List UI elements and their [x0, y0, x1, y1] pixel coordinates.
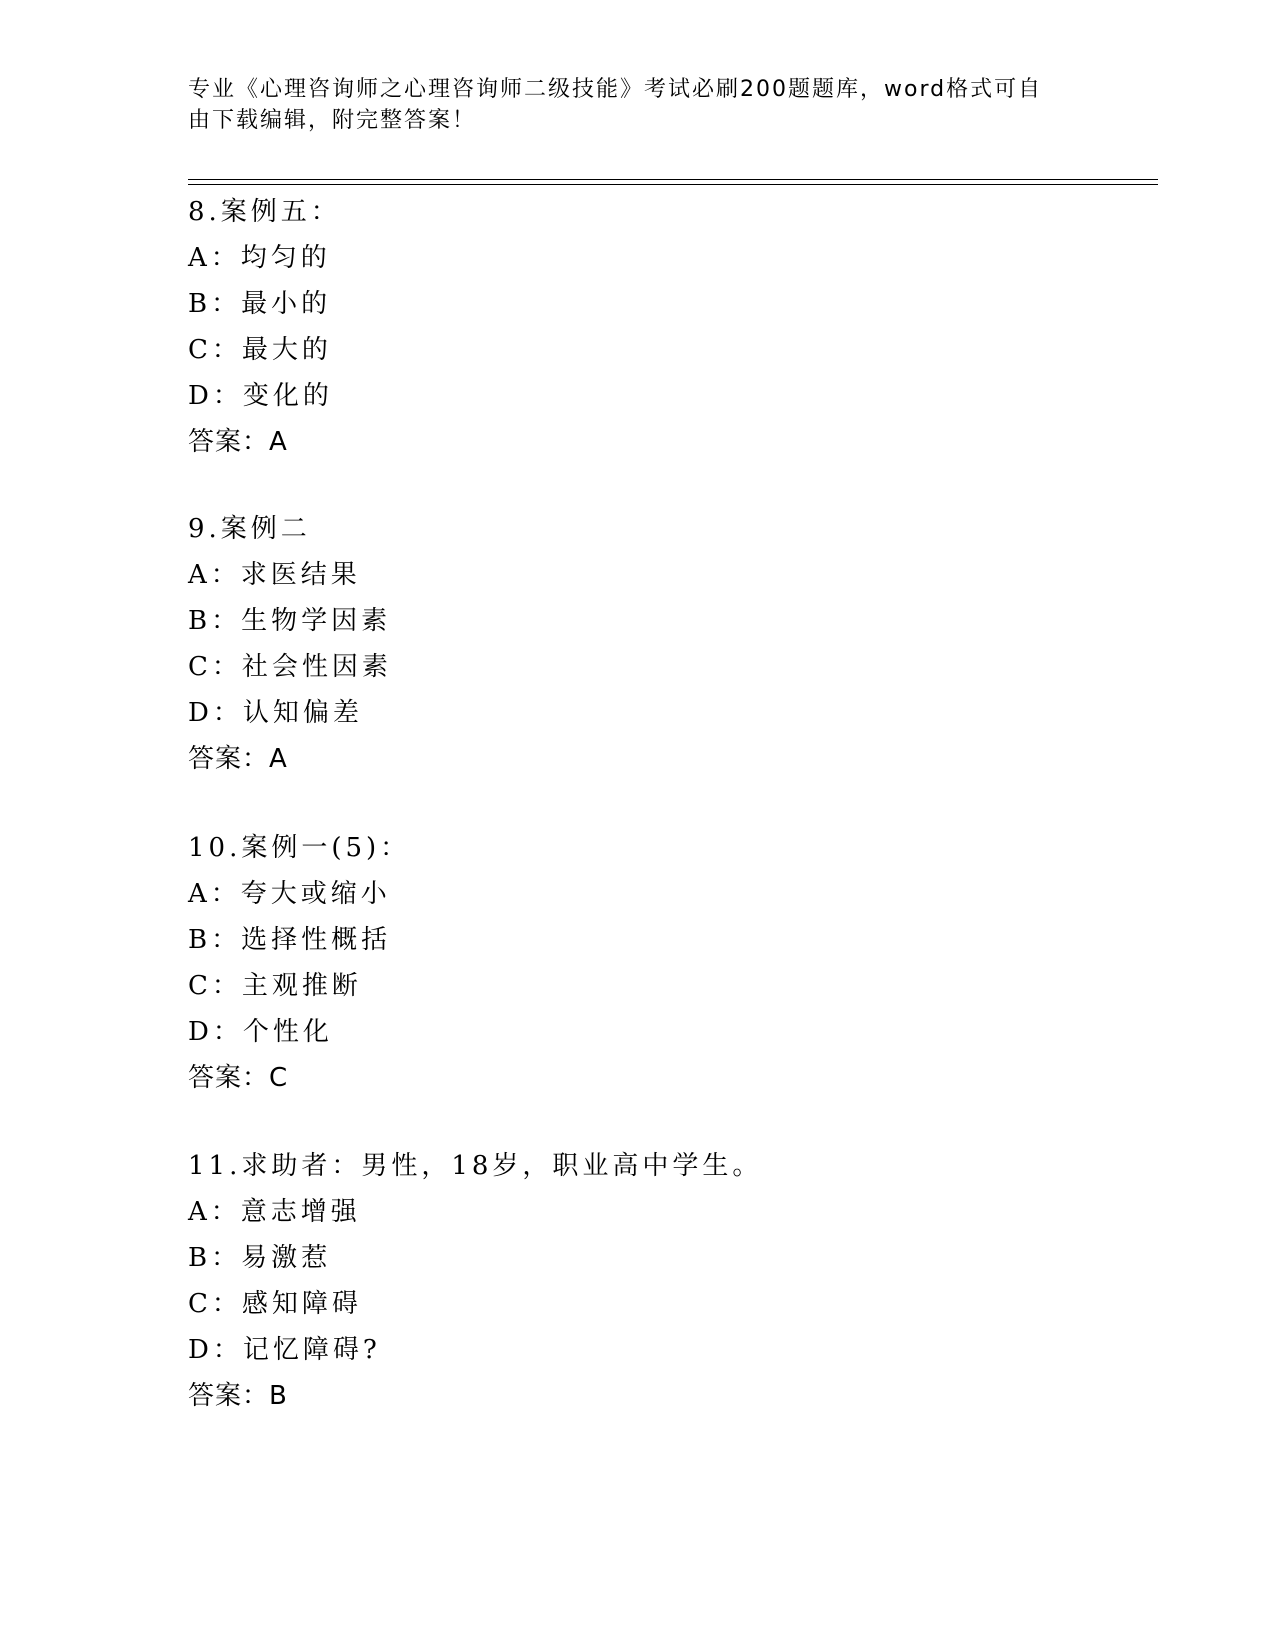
answer: 答案：A — [188, 427, 288, 457]
option-d: D：认知偏差 — [188, 698, 363, 728]
question-stem: 11.求助者：男性，18岁，职业高中学生。 — [188, 1151, 763, 1181]
question-9 — [188, 506, 1088, 782]
option-d: D：变化的 — [188, 381, 333, 411]
question-stem: 9.案例二 — [188, 514, 311, 544]
option-a: A：均匀的 — [188, 243, 331, 273]
option-b: B：易激惹 — [188, 1243, 332, 1273]
option-c: C：主观推断 — [188, 971, 362, 1001]
question-10 — [188, 825, 1088, 1101]
option-d: D：个性化 — [188, 1017, 333, 1047]
header-divider — [188, 179, 1158, 185]
question-stem: 10.案例一(5)： — [188, 833, 411, 863]
answer: 答案：B — [188, 1381, 288, 1411]
question-11 — [188, 1143, 1088, 1419]
option-c: C：最大的 — [188, 335, 332, 365]
option-c: C：感知障碍 — [188, 1289, 362, 1319]
question-stem: 8.案例五： — [188, 197, 341, 227]
option-b: B：生物学因素 — [188, 606, 392, 636]
document-header — [188, 74, 1088, 136]
answer: 答案：A — [188, 744, 288, 774]
option-b: B：选择性概括 — [188, 925, 392, 955]
option-a: A：夸大或缩小 — [188, 879, 391, 909]
option-a: A：求医结果 — [188, 560, 361, 590]
option-c: C：社会性因素 — [188, 652, 392, 682]
question-8 — [188, 189, 1088, 465]
option-d: D：记忆障碍? — [188, 1335, 381, 1365]
option-a: A：意志增强 — [188, 1197, 361, 1227]
header-line-2: 由下载编辑，附完整答案！ — [188, 108, 477, 133]
answer: 答案：C — [188, 1063, 289, 1093]
header-line-1: 专业《心理咨询师之心理咨询师二级技能》考试必刷200题题库，word格式可自 — [188, 77, 1043, 102]
option-b: B：最小的 — [188, 289, 332, 319]
